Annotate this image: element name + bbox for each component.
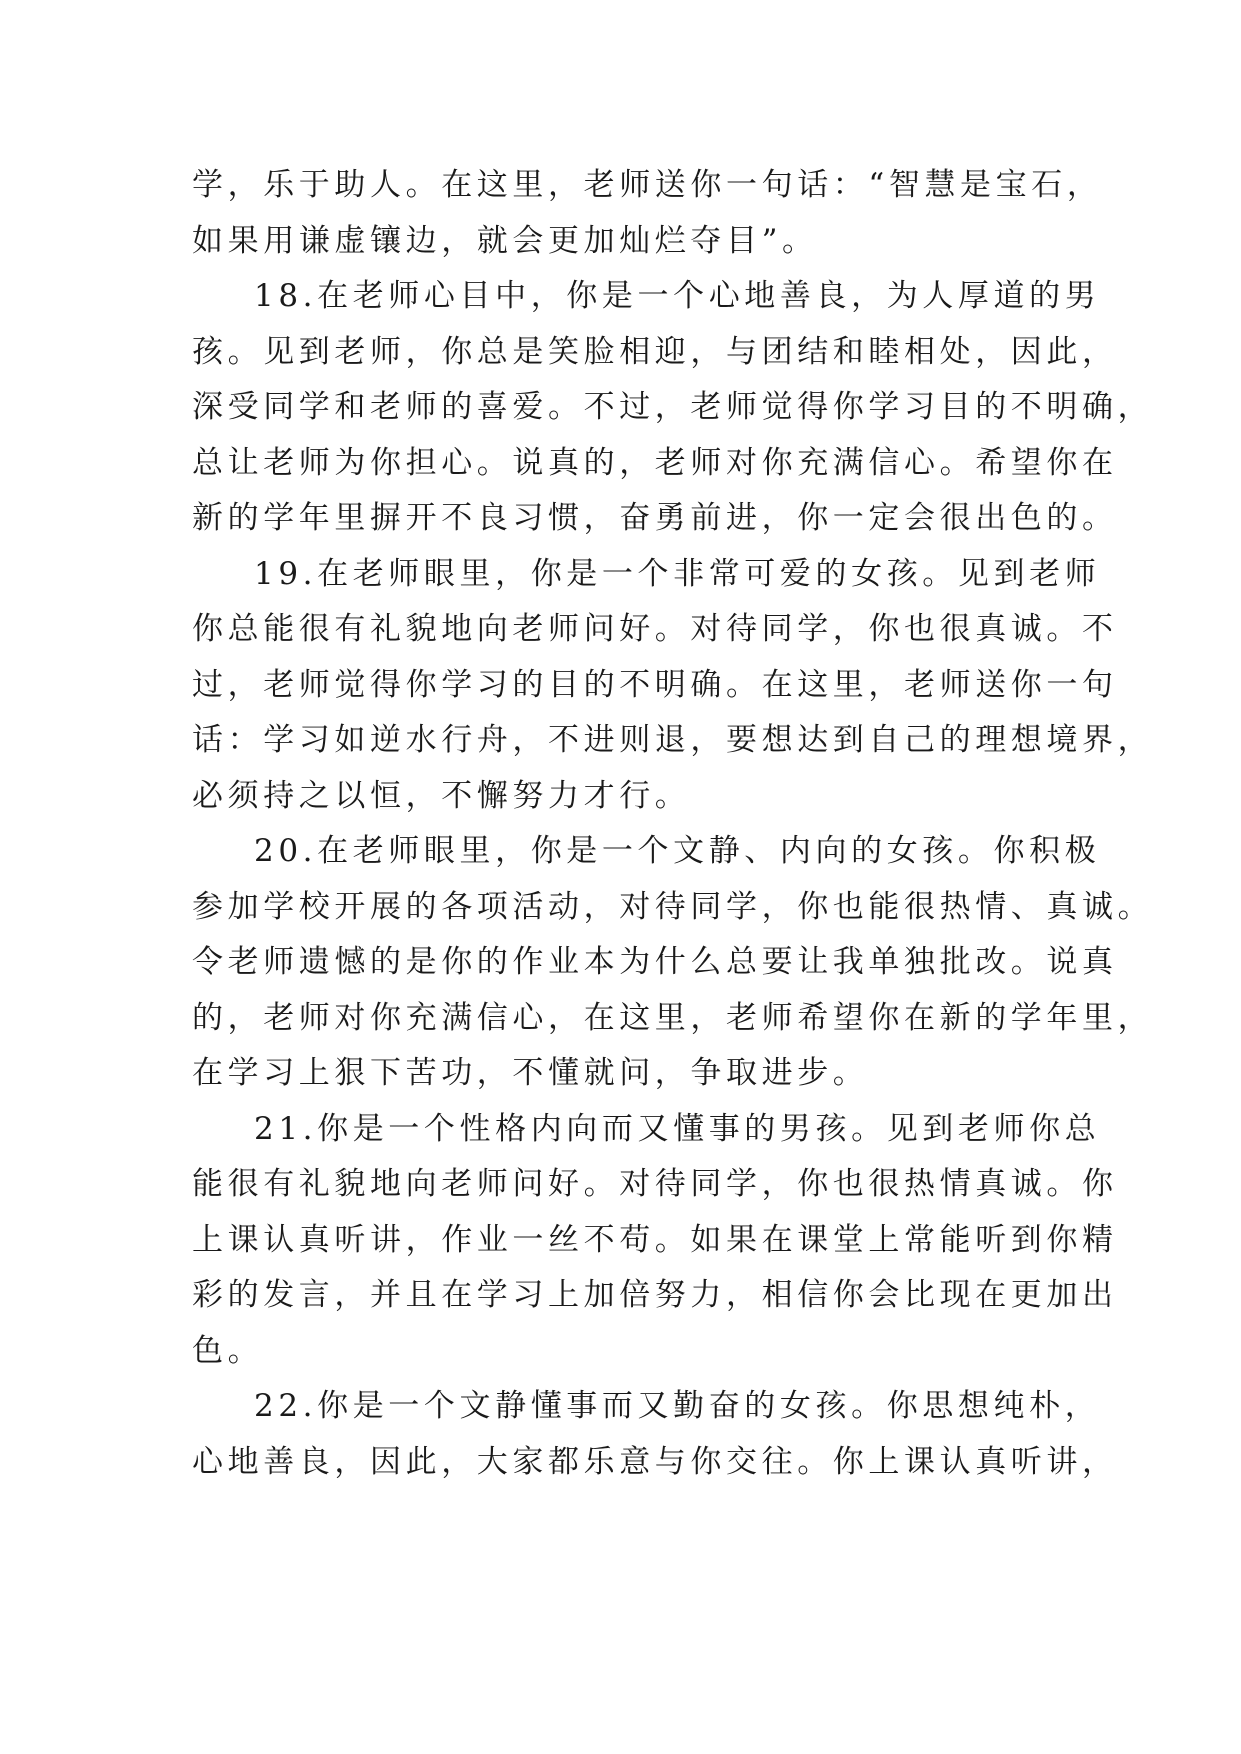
text-line: 21.你是一个性格内向而又懂事的男孩。见到老师你总: [254, 1110, 1101, 1147]
text-line: 你总能很有礼貌地向老师问好。对待同学，你也很真诚。不: [192, 611, 1118, 647]
text-line: 令老师遗憾的是你的作业本为什么总要让我单独批改。说真: [192, 944, 1118, 980]
text-line: 学，乐于助人。在这里，老师送你一句话：“智慧是宝石，: [192, 167, 1103, 203]
text-line: 上课认真听讲，作业一丝不苟。如果在课堂上常能听到你精: [192, 1221, 1118, 1258]
text-line: 的，老师对你充满信心，在这里，老师希望你在新的学年里，: [192, 999, 1154, 1036]
text-line: 参加学校开展的各项活动，对待同学，你也能很热情、真诚。: [192, 888, 1154, 925]
text-line: 如果用谦虚镶边，就会更加灿烂夺目”。: [192, 222, 818, 259]
text-line: 心地善良，因此，大家都乐意与你交往。你上课认真听讲，: [192, 1443, 1118, 1480]
text-line: 18.在老师心目中，你是一个心地善良，为人厚道的男: [254, 278, 1101, 314]
text-line: 话：学习如逆水行舟，不进则退，要想达到自己的理想境界，: [192, 722, 1154, 758]
document-body: [192, 158, 1154, 1490]
text-line: 20.在老师眼里，你是一个文静、内向的女孩。你积极: [254, 833, 1101, 869]
text-line: 总让老师为你担心。说真的，老师对你充满信心。希望你在: [192, 444, 1118, 481]
text-line: 色。: [192, 1332, 264, 1369]
text-line: 22.你是一个文静懂事而又勤奋的女孩。你思想纯朴，: [254, 1388, 1101, 1424]
text-line: 19.在老师眼里，你是一个非常可爱的女孩。见到老师: [254, 555, 1101, 592]
text-line: 深受同学和老师的喜爱。不过，老师觉得你学习目的不明确，: [192, 389, 1154, 425]
text-line: 彩的发言，并且在学习上加倍努力，相信你会比现在更加出: [192, 1277, 1118, 1313]
text-line: 过，老师觉得你学习的目的不明确。在这里，老师送你一句: [192, 666, 1118, 703]
text-line: 孩。见到老师，你总是笑脸相迎，与团结和睦相处，因此，: [192, 333, 1118, 370]
text-line: 在学习上狠下苦功，不懂就问，争取进步。: [192, 1055, 869, 1091]
text-line: 能很有礼貌地向老师问好。对待同学，你也很热情真诚。你: [192, 1166, 1118, 1202]
text-line: 新的学年里摒开不良习惯，奋勇前进，你一定会很出色的。: [192, 500, 1118, 536]
text-line: 必须持之以恒，不懈努力才行。: [192, 777, 691, 814]
